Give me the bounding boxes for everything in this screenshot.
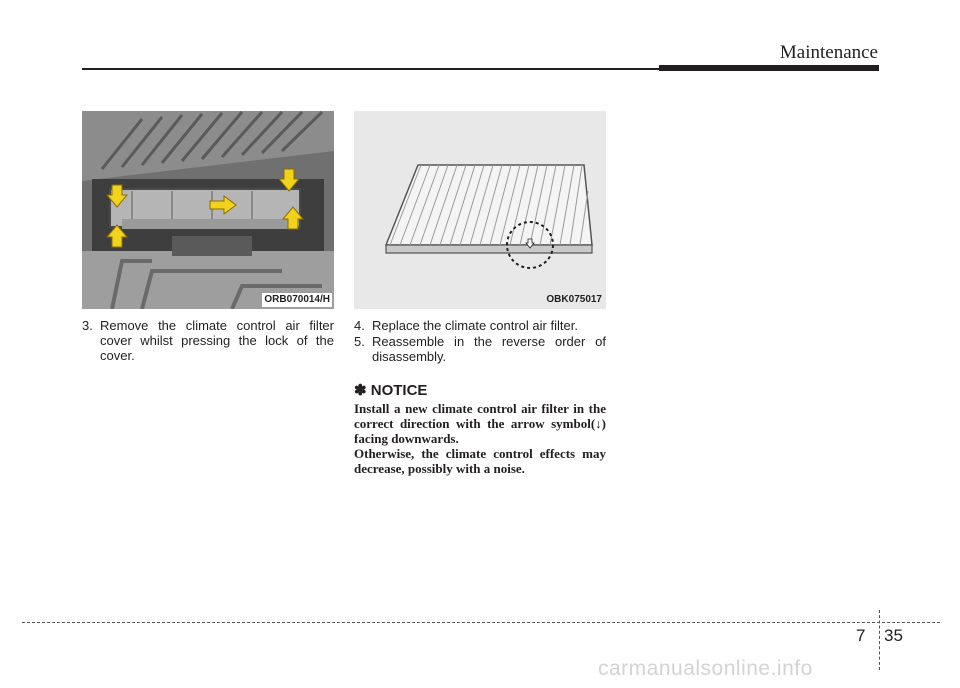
notice-body bbox=[354, 401, 606, 476]
figure-label: OBK075017 bbox=[546, 294, 602, 305]
step-text: Replace the climate control air filter. bbox=[372, 318, 578, 333]
footer-divider bbox=[879, 610, 880, 670]
arrow-down-icon: ↓ bbox=[595, 416, 602, 431]
figure-filter-cover bbox=[82, 111, 334, 309]
step-number: 5. bbox=[354, 334, 365, 349]
figure-air-filter bbox=[354, 111, 606, 309]
watermark: carmanualsonline.info bbox=[598, 657, 813, 680]
page-number: 35 bbox=[884, 626, 903, 645]
notice-symbol-icon: ✽ bbox=[354, 382, 367, 399]
header-rule-bar bbox=[659, 65, 879, 71]
notice-title: NOTICE bbox=[370, 382, 428, 399]
step-text: Reassemble in the reverse order of disassembly. bbox=[372, 334, 606, 364]
air-filter-illustration bbox=[354, 111, 606, 309]
chapter-number: 7 bbox=[856, 626, 866, 645]
header-rule bbox=[82, 68, 659, 70]
step-5 bbox=[354, 334, 606, 364]
step-4 bbox=[354, 318, 606, 333]
step-number: 4. bbox=[354, 318, 365, 333]
notice-text: ) facing downwards. bbox=[354, 416, 606, 446]
notice-paragraph-2: Otherwise, the climate control effects may decrease, possibly with a noise. bbox=[354, 446, 606, 476]
step-3 bbox=[82, 318, 334, 363]
section-title: Maintenance bbox=[779, 42, 878, 63]
step-number: 3. bbox=[82, 318, 93, 333]
figure-label: ORB070014/H bbox=[264, 294, 330, 305]
step-text: Remove the climate control air filter cover whilst pressing the lock of the cover. bbox=[100, 318, 334, 363]
notice-text: Install a new climate control air filter in the correct direction with the arrow symbol( bbox=[354, 401, 606, 431]
footer-rule bbox=[22, 622, 940, 623]
notice-heading bbox=[354, 381, 427, 399]
notice-paragraph-1 bbox=[354, 401, 606, 446]
filter-cover-illustration bbox=[82, 111, 334, 309]
